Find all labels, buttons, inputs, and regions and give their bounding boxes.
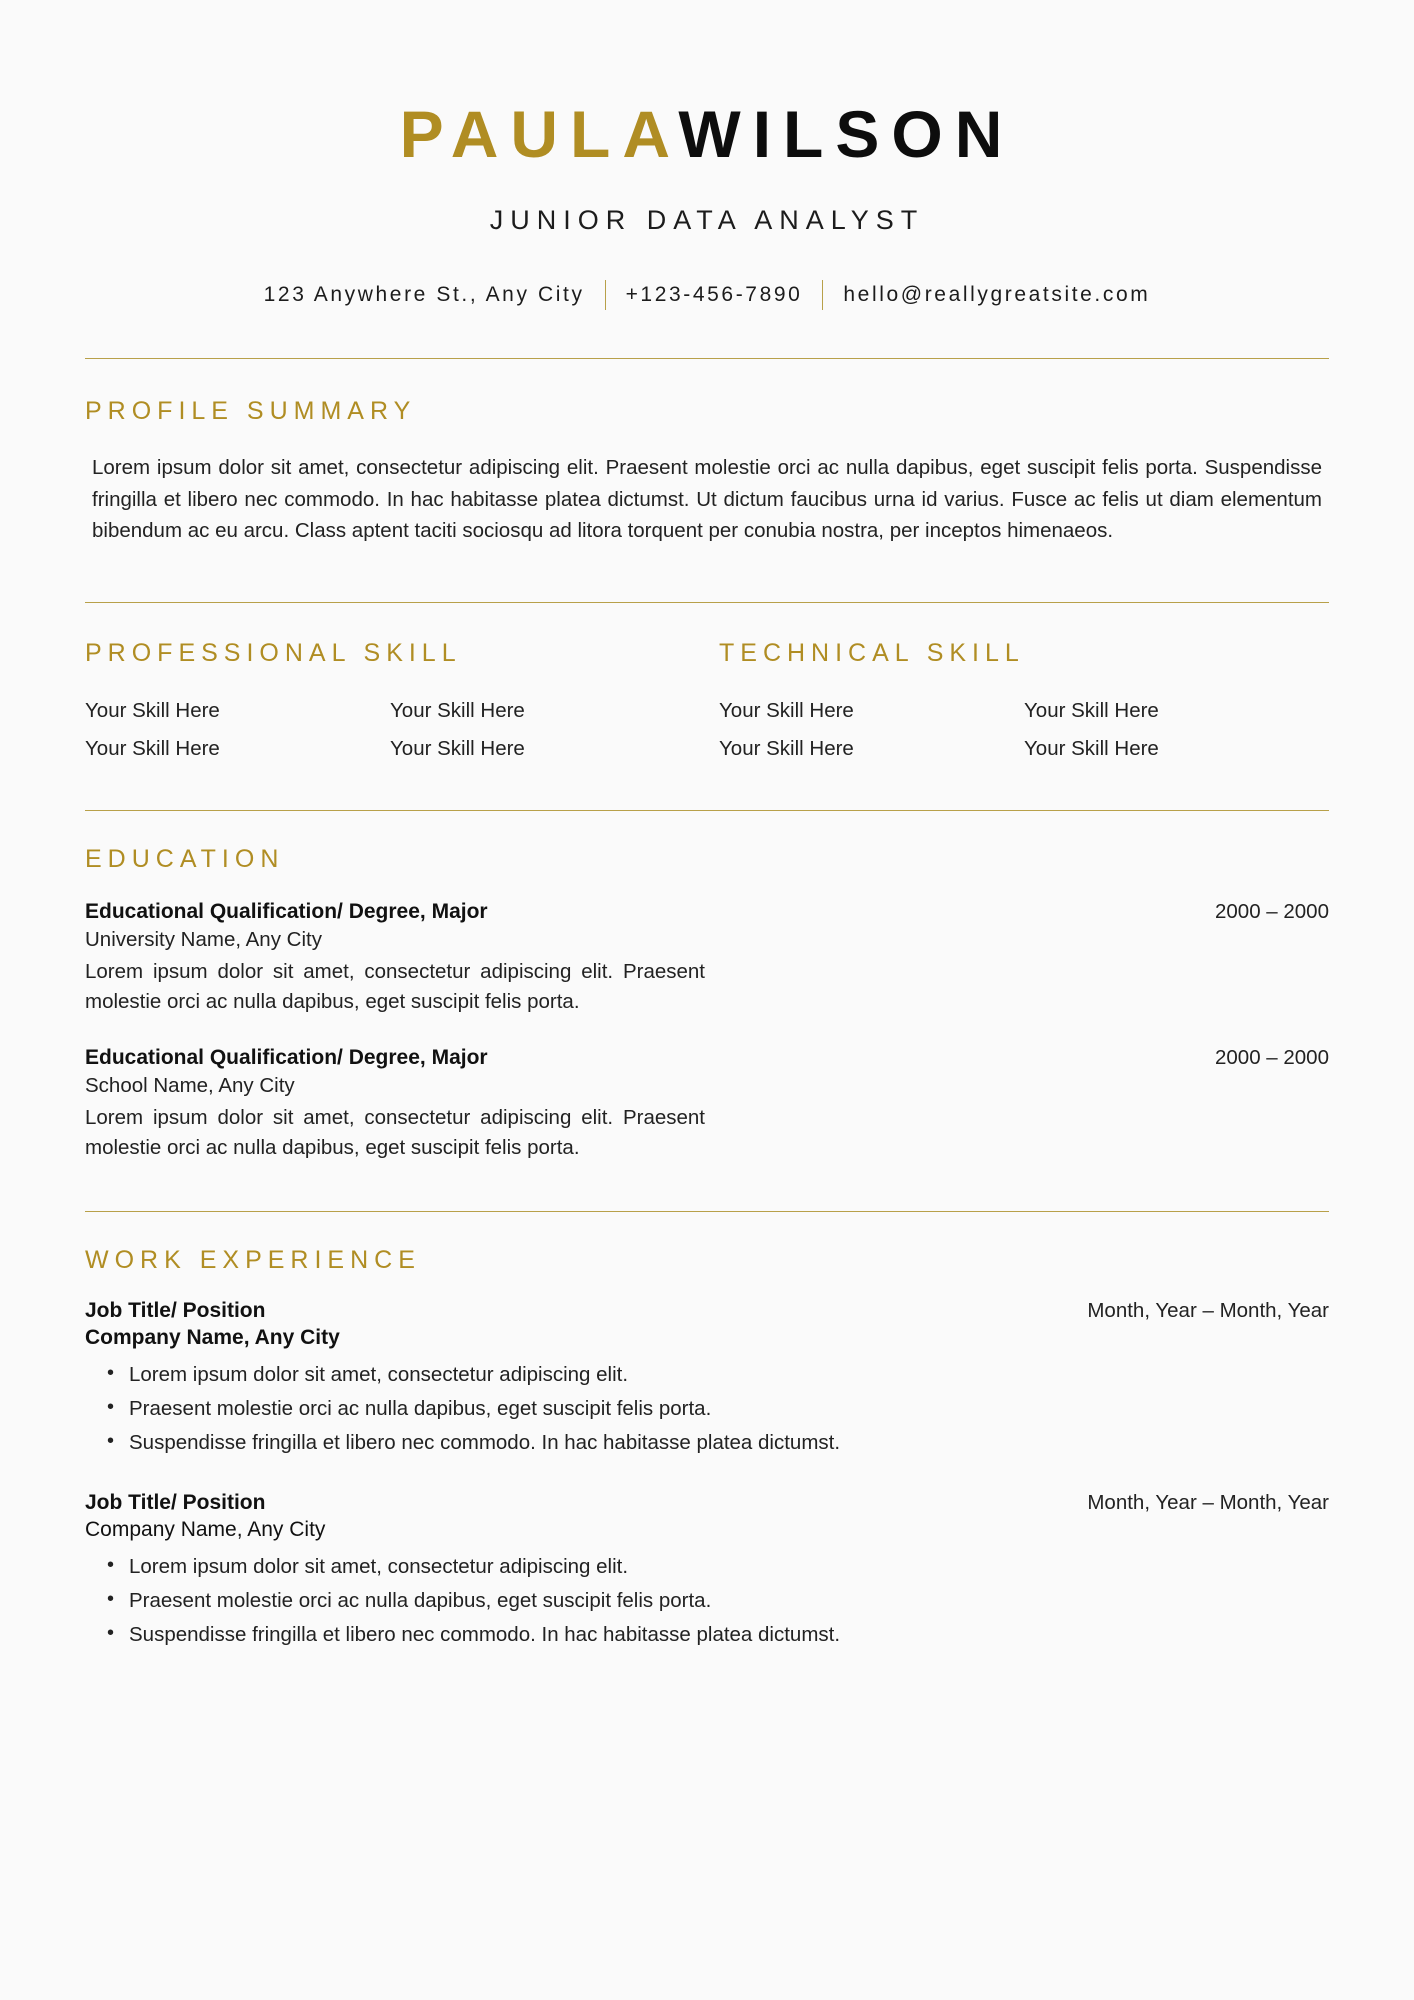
education-heading: EDUCATION bbox=[85, 844, 285, 873]
contact-bar bbox=[85, 280, 1329, 310]
contact-email[interactable]: hello@reallygreatsite.com bbox=[843, 283, 1151, 307]
work-bullet-list bbox=[85, 1360, 1329, 1457]
technical-skill-heading: TECHNICAL SKILL bbox=[719, 639, 1025, 668]
work-entry-header bbox=[85, 1299, 1329, 1323]
candidate-job-title: JUNIOR DATA ANALYST bbox=[489, 205, 925, 236]
work-bullet-list bbox=[85, 1552, 1329, 1649]
profile-summary-section bbox=[85, 359, 1329, 546]
work-company: Company Name, Any City bbox=[85, 1325, 340, 1349]
professional-skill-column bbox=[85, 639, 695, 763]
work-bullet: • Praesent molestie orci ac nulla dapibus, eget suscipit felis porta. bbox=[129, 1586, 1329, 1615]
education-date-range: 2000 – 2000 bbox=[1214, 1046, 1329, 1070]
work-experience-heading: WORK EXPERIENCE bbox=[85, 1245, 421, 1274]
work-bullet: • Praesent molestie orci ac nulla dapibus, eget suscipit felis porta. bbox=[129, 1394, 1329, 1423]
education-entry bbox=[85, 1046, 1329, 1162]
skill-item: Your Skill Here bbox=[1024, 699, 1159, 723]
work-entry-list bbox=[85, 1299, 1329, 1650]
education-entry-header bbox=[85, 900, 1329, 924]
profile-summary-text: Lorem ipsum dolor sit amet, consectetur adipiscing elit. Praesent molestie orci ac nulla dapibus, eget suscipit felis porta. Suspendisse fringilla et libero nec commodo. In hac habitasse platea dictumst. Ut dictum faucibus urna id varius. Fusce ac felis ut diam elementum bibendum ac eu arcu. Class aptent taciti sociosqu ad litora torquent per conubia nostra, per inceptos himenaeos. bbox=[92, 456, 1322, 543]
work-job-title: Job Title/ Position bbox=[85, 1491, 266, 1515]
work-bullet: • Suspendisse fringilla et libero nec commodo. In hac habitasse platea dictumst. bbox=[129, 1620, 1329, 1649]
skill-item: Your Skill Here bbox=[1024, 737, 1159, 761]
work-date-range: Month, Year – Month, Year bbox=[1087, 1491, 1329, 1515]
work-company: Company Name, Any City bbox=[85, 1518, 326, 1542]
work-bullet: • Lorem ipsum dolor sit amet, consectetur adipiscing elit. bbox=[129, 1552, 1329, 1581]
skill-item: Your Skill Here bbox=[719, 737, 854, 761]
candidate-name bbox=[85, 97, 1329, 171]
skill-item: Your Skill Here bbox=[390, 737, 525, 761]
work-entry-header bbox=[85, 1491, 1329, 1515]
work-experience-section bbox=[85, 1212, 1329, 1650]
contact-phone[interactable]: +123-456-7890 bbox=[625, 283, 803, 307]
education-institution: University Name, Any City bbox=[85, 927, 322, 951]
work-bullet: • Lorem ipsum dolor sit amet, consectetur adipiscing elit. bbox=[129, 1360, 1329, 1389]
education-section bbox=[85, 811, 1329, 1163]
technical-skill-grid bbox=[719, 696, 1329, 763]
resume-header bbox=[85, 0, 1329, 310]
professional-skill-heading: PROFESSIONAL SKILL bbox=[85, 639, 462, 668]
education-description: Lorem ipsum dolor sit amet, consectetur adipiscing elit. Praesent molestie orci ac nulla dapibus, eget suscipit felis porta. bbox=[85, 959, 705, 1013]
profile-summary-heading: PROFILE SUMMARY bbox=[85, 397, 417, 426]
contact-address: 123 Anywhere St., Any City bbox=[263, 283, 585, 307]
work-job-title: Job Title/ Position bbox=[85, 1298, 266, 1322]
candidate-last-name: WILSON bbox=[678, 97, 1015, 171]
education-institution: School Name, Any City bbox=[85, 1074, 295, 1098]
skill-item: Your Skill Here bbox=[85, 699, 220, 723]
candidate-first-name: PAULA bbox=[399, 97, 679, 171]
technical-skill-column bbox=[695, 639, 1329, 763]
skill-item: Your Skill Here bbox=[390, 699, 525, 723]
skill-item: Your Skill Here bbox=[719, 699, 854, 723]
education-description: Lorem ipsum dolor sit amet, consectetur adipiscing elit. Praesent molestie orci ac nulla dapibus, eget suscipit felis porta. bbox=[85, 1106, 705, 1159]
education-degree: Educational Qualification/ Degree, Major bbox=[85, 899, 488, 923]
work-entry bbox=[85, 1491, 1329, 1649]
education-date-range: 2000 – 2000 bbox=[1214, 899, 1329, 923]
work-entry bbox=[85, 1299, 1329, 1457]
skill-item: Your Skill Here bbox=[85, 737, 220, 761]
education-entry bbox=[85, 900, 1329, 1016]
education-entry-header bbox=[85, 1046, 1329, 1070]
skills-section bbox=[85, 603, 1329, 763]
work-date-range: Month, Year – Month, Year bbox=[1087, 1298, 1329, 1322]
professional-skill-grid bbox=[85, 696, 695, 763]
education-entry-list bbox=[85, 900, 1329, 1163]
education-degree: Educational Qualification/ Degree, Major bbox=[85, 1046, 488, 1070]
work-bullet: • Suspendisse fringilla et libero nec commodo. In hac habitasse platea dictumst. bbox=[129, 1428, 1329, 1457]
